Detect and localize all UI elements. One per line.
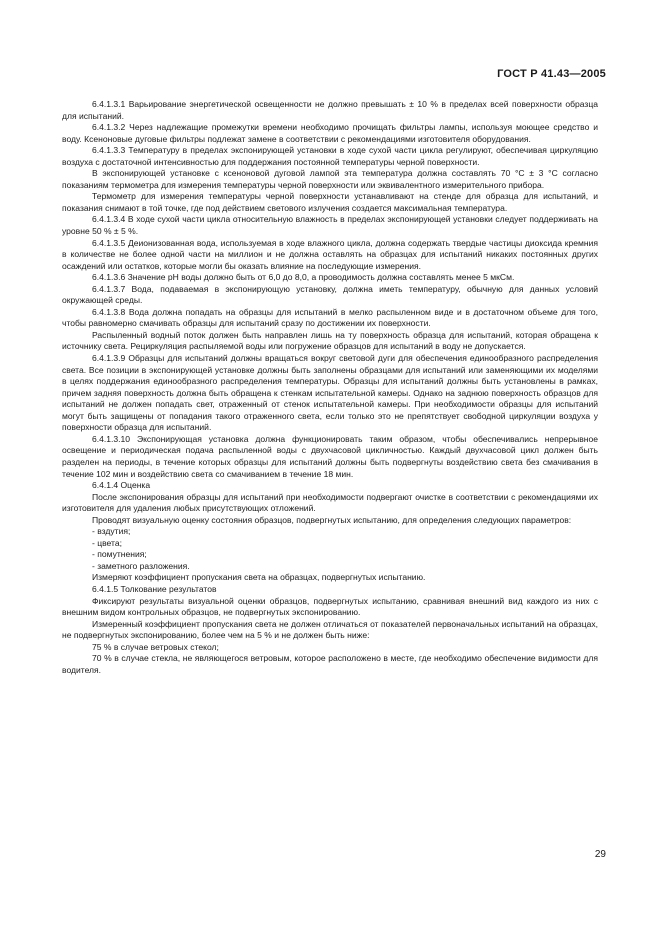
paragraph-transmittance: Измеряют коэффициент пропускания света на образцах, подвергнутых испытанию. — [92, 572, 426, 583]
paragraph-cleaning: После экспонирования образцы для испытаний при необходимости подвергают очистке в соответствии с рекомендациями их изготовителя для удаления любых присутствующих отложений. — [62, 491, 598, 514]
paragraph-6-4-1-3-1: 6.4.1.3.1 Варьирование энергетической освещенности не должно превышать ± 10 % в пределах всей поверхности образца для испытаний. — [62, 99, 598, 121]
paragraph-thermometer: Термометр для измерения температуры черной поверхности устанавливают на стенде для образца для испытаний, и показания снимают в той точке, где под действием светового излучения создается максимальная температура. — [62, 191, 598, 213]
paragraph-xenon-temperature: В экспонирующей установке с ксеноновой дуговой лампой эта температура должна составлять 70 °С ± 3 °С согласно показаниям термометра для измерения температуры черной поверхности или эквивалентного измерительного прибора. — [62, 168, 598, 190]
list-item-haze: - помутнения; — [92, 549, 147, 560]
paragraph-6-4-1-3-3: 6.4.1.3.3 Температуру в пределах экспонирующей установки в ходе сухой части цикла регулируют, обеспечивая циркуляцию воздуха с достаточной интенсивностью для поддержания постоянной температуры черной поверхности. — [62, 145, 598, 167]
paragraph-visual-assessment: Проводят визуальную оценку состояния образцов, подвергнутых испытанию, для определения следующих параметров: — [92, 514, 572, 525]
paragraph-6-4-1-3-5: 6.4.1.3.5 Деионизованная вода, используемая в ходе влажного цикла, должна содержать твердые частицы диоксида кремния в количестве не более одной части на миллион и не должна оставлять на образцах для испытаний никаких постоянных других осаждений или остатков, которые могли бы оказать влияние на последующие измерения. — [62, 237, 598, 271]
list-item-swelling: - вздутия; — [92, 526, 131, 537]
section-heading-interpretation: 6.4.1.5 Толкование результатов — [92, 583, 217, 594]
list-item-color: - цвета; — [92, 537, 122, 548]
document-header: ГОСТ Р 41.43—2005 — [497, 68, 606, 80]
paragraph-windscreens: 75 % в случае ветровых стекол; — [92, 641, 219, 652]
paragraph-record-results: Фиксируют результаты визуальной оценки образцов, подвергнутых испытанию, сравнивая внешний вид каждого из них с внешним видом контрольных образцов, не подвергнутых экспонированию. — [62, 595, 598, 618]
paragraph-6-4-1-3-2: 6.4.1.3.2 Через надлежащие промежутки времени необходимо прочищать фильтры лампы, используя моющее средство и воду. Ксеноновые дуговые фильтры подлежат замене в соответствии с рекомендациями изготовителя оборудования. — [62, 122, 598, 144]
paragraph-6-4-1-3-9: 6.4.1.3.9 Образцы для испытаний должны вращаться вокруг световой дуги для обеспечения единообразного распределения света. Все позиции в экспонирующей установке должны быть заполнены образцами для испытаний или заменяющими их моделями в целях поддержания единообразного распределения температуры. Образцы для испытаний должны быть установлены в рамках, причем задняя поверхность должна быть обращена к стенкам испытательной камеры. Однако на заднюю поверхность образцов для испытаний не должен попадать свет, отраженный от стенок испытательной камеры. При необходимости образцы для испытаний могут быть защищены от попадания такого отраженного света, если только это не препятствует свободной циркуляции воздуха у поверхности образца для испытаний. — [62, 353, 598, 433]
list-item-decomposition: - заметного разложения. — [92, 560, 190, 571]
document-body — [62, 99, 598, 676]
paragraph-6-4-1-3-7: 6.4.1.3.7 Вода, подаваемая в экспонирующую установку, должна иметь температуру, обычную для данных условий окружающей среды. — [62, 283, 598, 306]
paragraph-6-4-1-3-6: 6.4.1.3.6 Значение рН воды должно быть от 6,0 до 8,0, а проводимость должна составлять менее 5 мкСм. — [92, 272, 515, 283]
paragraph-6-4-1-3-8: 6.4.1.3.8 Вода должна попадать на образцы для испытаний в мелко распыленном виде и в достаточном объеме для того, чтобы равномерно смачивать образцы для испытаний сразу по достижении их поверхности. — [62, 306, 598, 329]
paragraph-6-4-1-3-4: 6.4.1.3.4 В ходе сухой части цикла относительную влажность в пределах экспонирующей установки следует поддерживать на уровне 50 % ± 5 %. — [62, 214, 598, 237]
paragraph-measured-coefficient: Измеренный коэффициент пропускания света не должен отличаться от показателей первоначальных испытаний на образцах, не подвергнутых экспонированию, более чем на 5 % и не должен быть ниже: — [62, 618, 598, 641]
page-number: 29 — [594, 849, 606, 860]
paragraph-6-4-1-3-10: 6.4.1.3.10 Экспонирующая установка должна функционировать таким образом, чтобы обеспечивались непрерывное освещение и периодическая подача распыленной воды с двухчасовой цикличностью. Каждый двухчасовой цикл должен быть разделен на периоды, в течение которых образцы для испытаний должны быть подвергнуты воздействию света без смачивания в течение 102 мин и воздействию света со смачиванием в течение 18 мин. — [62, 433, 598, 479]
paragraph-spray-stream: Распыленный водный поток должен быть направлен лишь на ту поверхность образца для испытаний, которая обращена к источнику света. Рециркуляция распыляемой воды или погружение образцов для испытаний в воду не допускается. — [62, 329, 598, 352]
section-heading-evaluation: 6.4.1.4 Оценка — [92, 480, 151, 491]
paragraph-other-glazing: 70 % в случае стекла, не являющегося ветровым, которое расположено в месте, где необходимо обеспечение видимости для водителя. — [62, 653, 598, 675]
